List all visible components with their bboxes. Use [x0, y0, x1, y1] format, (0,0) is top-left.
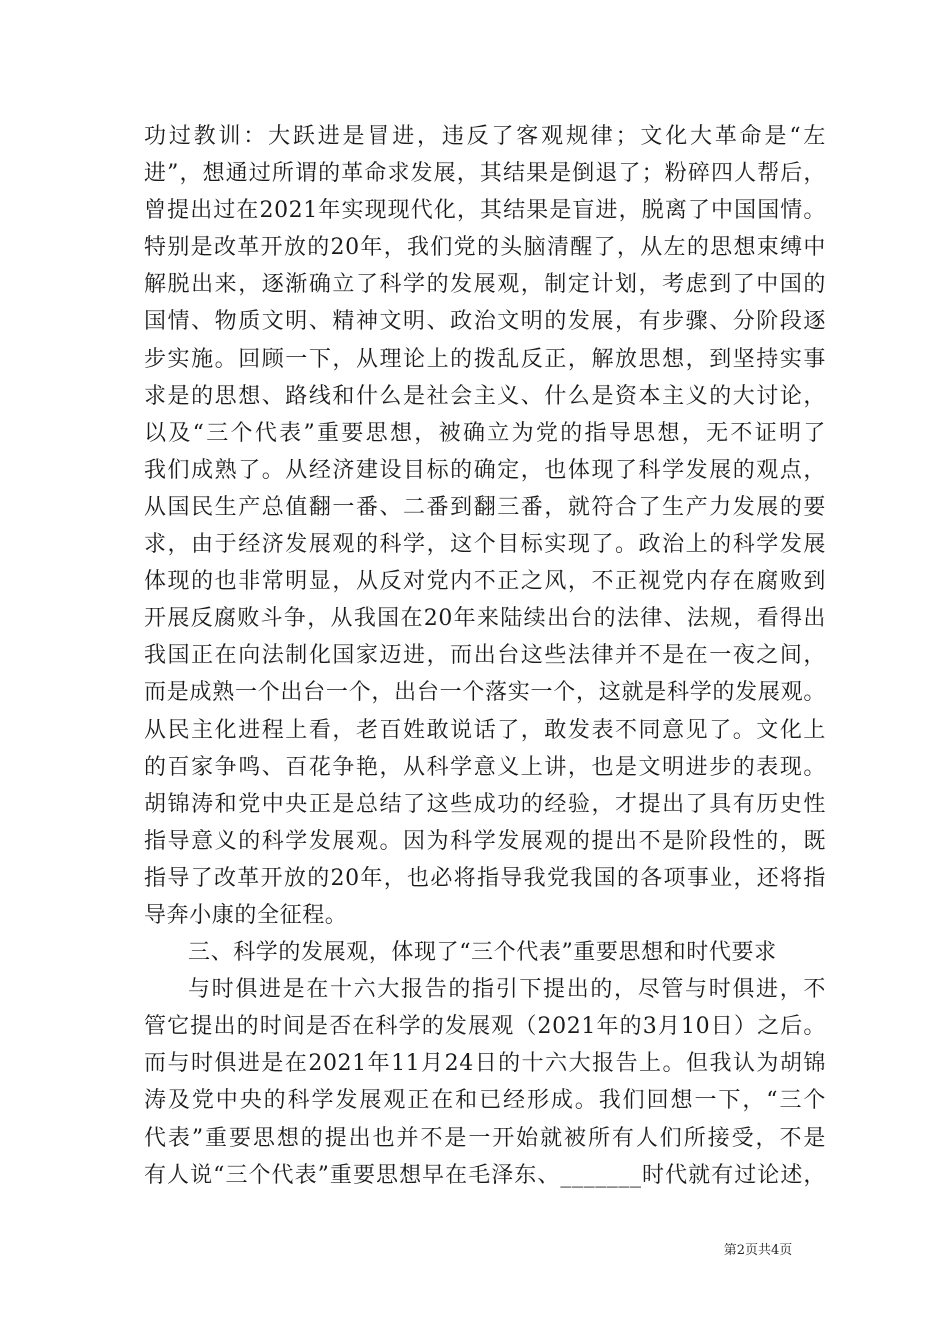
text-line: 胡锦涛和党中央正是总结了这些成功的经验，才提出了具有历史性: [144, 791, 826, 817]
text-line: 我们成熟了。从经济建设目标的确定，也体现了科学发展的观点，: [144, 457, 826, 483]
text-line: 指导意义的科学发展观。因为科学发展观的提出不是阶段性的，既: [144, 828, 826, 854]
text-line: 导奔小康的全征程。: [144, 902, 348, 928]
text-line: 与时俱进是在十六大报告的指引下提出的，尽管与时俱进，不: [188, 977, 826, 1003]
page-number: 第2页共4页: [723, 1243, 793, 1258]
text-line: 求，由于经济发展观的科学，这个目标实现了。政治上的科学发展: [144, 532, 826, 558]
text-line: 的百家争鸣、百花争艳，从科学意义上讲，也是文明进步的表现。: [144, 754, 826, 780]
text-line: 管它提出的时间是否在科学的发展观（2021年的3月10日）之后。: [144, 1014, 826, 1040]
text-line: 从国民生产总值翻一番、二番到翻三番，就符合了生产力发展的要: [144, 494, 826, 520]
text-line: 解脱出来，逐渐确立了科学的发展观，制定计划，考虑到了中国的: [144, 272, 826, 298]
text-line: 功过教训：大跃进是冒进，违反了客观规律；文化大革命是“左: [144, 124, 826, 149]
text-line: 代表”重要思想的提出也并不是一开始就被所有人们所接受，不是: [144, 1125, 826, 1151]
body-text: [144, 118, 826, 1194]
section-heading: 三、科学的发展观，体现了“三个代表”重要思想和时代要求: [188, 940, 777, 966]
text-line: 进”，想通过所谓的革命求发展，其结果是倒退了；粉碎四人帮后，: [144, 161, 826, 187]
text-line: 我国正在向法制化国家迈进，而出台这些法律并不是在一夜之间，: [144, 643, 826, 669]
text-line: 而是成熟一个出台一个，出台一个落实一个，这就是科学的发展观。: [144, 680, 826, 706]
text-line: 有人说“三个代表”重要思想早在毛泽东、_______时代就有过论述，: [144, 1162, 826, 1188]
text-line: 求是的思想、路线和什么是社会主义、什么是资本主义的大讨论，: [144, 383, 826, 409]
text-line: 国情、物质文明、精神文明、政治文明的发展，有步骤、分阶段逐: [144, 309, 826, 335]
text-line: 步实施。回顾一下，从理论上的拨乱反正，解放思想，到坚持实事: [144, 346, 826, 372]
text-line: 开展反腐败斗争，从我国在20年来陆续出台的法律、法规，看得出: [144, 606, 826, 632]
text-line: 从民主化进程上看，老百姓敢说话了，敢发表不同意见了。文化上: [144, 717, 826, 743]
text-line: 体现的也非常明显，从反对党内不正之风，不正视党内存在腐败到: [144, 569, 826, 595]
page-footer: [0, 1242, 950, 1260]
text-line: 指导了改革开放的20年，也必将指导我党我国的各项事业，还将指: [144, 865, 826, 891]
text-line: 特别是改革开放的20年，我们党的头脑清醒了，从左的思想束缚中: [144, 235, 826, 261]
text-line: 以及“三个代表”重要思想，被确立为党的指导思想，无不证明了: [144, 420, 826, 446]
text-line: 涛及党中央的科学发展观正在和已经形成。我们回想一下，“三个: [144, 1088, 826, 1114]
text-line: 而与时俱进是在2021年11月24日的十六大报告上。但我认为胡锦: [144, 1051, 826, 1077]
text-line: 曾提出过在2021年实现现代化，其结果是盲进，脱离了中国国情。: [144, 198, 826, 224]
